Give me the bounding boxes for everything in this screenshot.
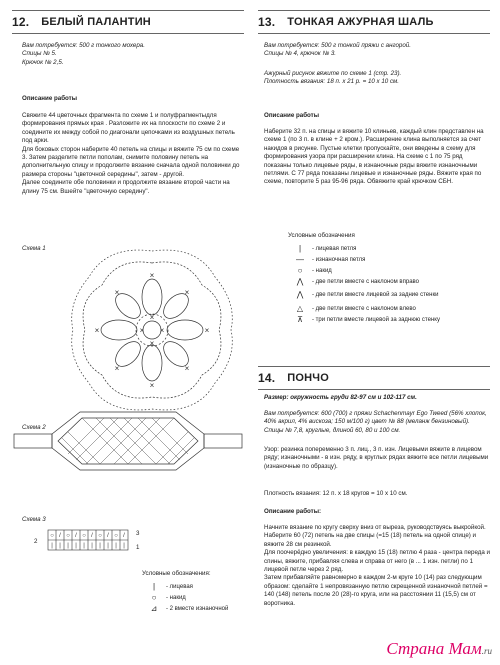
scheme-3-label: Схема 3 [22,516,46,523]
section-12-header [12,10,244,34]
k2tog-left-icon: △ [296,303,304,313]
svg-text:○: ○ [114,533,118,539]
section-number: 13. [258,15,276,29]
svg-text:|: | [75,543,77,549]
svg-text:×: × [184,288,190,297]
svg-text:○: ○ [66,533,70,539]
scheme-3-stitch-chart [44,528,134,554]
density-info: Плотность вязания: 12 п. х 18 кругов = 10 х 10 см. [264,490,408,497]
pattern-info: Узор: резинка попеременно 3 п. лиц., 3 п. изн. Лицевыми вяжите в лицевом ряду; изнаночными - в изн. ряду, в круглых рядах вяжите все петли лицевыми (изнаночные по образцу). [264,446,489,470]
description-title: Описание работы [264,112,319,119]
description-title: Описание работы [22,95,77,102]
legend-item: △ - две петли вместе с наклоном влево [288,303,488,314]
row-label: 2 [34,538,38,545]
scheme-1-label: Схема 1 [22,245,46,252]
svg-text:○: ○ [50,533,54,539]
paragraph: Начните вязание по кругу сверху вниз от выреза, руководствуясь выкройкой. Наберите 60 (72) петель на две спицы (=15 (18) петель на одной спице) и вяжите 28 см резинкой. [264,524,486,548]
legend-item: ⋀ - две петли вместе с наклоном вправо [288,276,488,287]
legend-item: — - изнаночная петля [288,254,488,265]
svg-text:×: × [149,381,155,390]
right-column [258,0,490,665]
svg-text:|: | [67,543,69,549]
svg-text:/: / [107,533,109,539]
section-title: БЕЛЫЙ ПАЛАНТИН [41,16,151,28]
svg-text:/: / [123,533,125,539]
scheme-1-flower-diagram [67,245,237,415]
watermark-brand: Страна Мам [386,639,482,658]
description-text [22,112,244,196]
paragraph: Для боковых сторон наберите 40 петель на спицы и вяжите 75 см по схеме 3. Затем разделите петли пополам, снимите половину петель на дополнительную спицу и продолжите вязание сначала одной половинки до размера стороны "цветочной середины", затем - другой. [22,145,240,178]
svg-text:/: / [91,533,93,539]
purl-two-together-symbol-icon: ⊿ [150,603,158,613]
svg-text:|: | [91,543,93,549]
size-info: Размер: окружность груди 82-97 см и 102-117 см. [264,394,417,401]
svg-text:○: ○ [82,533,86,539]
svg-text:|: | [115,543,117,549]
materials [264,42,490,59]
site-watermark-logo [386,639,492,659]
k3tog-back-loop-icon: ⊼ [297,314,303,324]
svg-text:×: × [149,271,155,280]
section-14-header [258,366,490,390]
svg-text:/: / [59,533,61,539]
svg-text:×: × [139,326,145,335]
section-13-header [258,10,490,34]
pattern-info [264,70,490,87]
materials [22,42,242,67]
paragraph: Далее соедините обе половинки и продолжите вязание второй части на длину 75 см. Вшейте "цветочную середину". [22,179,230,195]
scheme-2-label: Схема 2 [22,424,46,431]
description-text: Наберите 32 п. на спицы и вяжите 10 клиньев, каждый клин представлен на схеме 1 (по 3 п. в клине + 2 кром.). Расширение клина выполняется за счет накидов в рисунке. Пустые клетки пропускайте, они введены в схему для формирования узора при расширении клина. На схеме с 1 по 75 ряд показаны только лицевые ряды, в изнаночные ряды вяжите изнаночными петлями. С 77 ряда показаны лицевые и изнаночные ряды. Вяжите края по схеме, повторите 5 раз 95-96 ряда. Обвяжите край крючком СБН. [264,128,484,186]
svg-text:×: × [149,339,155,348]
yarn-over-symbol-icon: ○ [151,592,157,602]
density-line: Плотность вязания: 18 п. х 21 р. = 10 х 10 см. [264,78,400,86]
row-label: 3 [136,530,140,537]
left-column [12,0,244,665]
svg-text:○: ○ [98,533,102,539]
svg-text:×: × [114,288,120,297]
svg-text:×: × [184,364,190,373]
watermark-domain: .ru [481,646,492,656]
legend-block [288,232,488,325]
knit-symbol-icon: | [152,581,156,591]
materials: Вам потребуется: 600 (700) г пряжи Schachenmayr Ego Tweed (56% хлопок, 40% акрил, 4% вискоза; 150 м/100 г) цвет № 88 (меланж бензиновый). Спицы № 7,8, круглые, длиной 60, 80 и 100 см. [264,410,487,434]
section-title: ТОНКАЯ АЖУРНАЯ ШАЛЬ [287,16,434,28]
description-text [264,524,490,608]
knit-stitch-icon: | [298,243,302,253]
row-label: 1 [136,544,140,551]
svg-text:|: | [59,543,61,549]
svg-text:/: / [75,533,77,539]
materials-line: Вам потребуется: 500 г тонкого мохера. [22,42,145,49]
legend-item: ⊼ - три петли вместе лицевой за заднюю стенку [288,314,488,325]
yarn-over-icon: ○ [297,265,303,275]
materials-line: Спицы № 5. [22,50,57,58]
svg-text:|: | [83,543,85,549]
svg-text:|: | [123,543,125,549]
paragraph: Затем прибавляйте равномерно в каждом 2-м круге 10 (14) раз следующим образом: сделайте 1 непровязанную петлю скрещенной изнаночной петлей = 140 (148) петель после 20 (28)-го круга, или на расстоянии 11 (15,5) см от воротника. [264,574,488,607]
section-number: 14. [258,371,276,385]
svg-text:|: | [107,543,109,549]
legend-item: | - лицевая [142,581,242,592]
k2tog-right-icon: ⋀ [296,276,304,286]
scheme-2-layout-diagram [12,404,244,474]
legend-title: Условные обозначения: [142,570,211,577]
svg-text:|: | [51,543,53,549]
paragraph: Свяжите 44 цветочных фрагмента по схеме 1 и полуфрагментыдля формирования прямых края . Разложите их на плоскости по схеме 2 и соедините их между собой по диагонали цепочками из воздушных петель под арки. [22,112,235,145]
description-title: Описание работы: [264,508,322,515]
pattern-line: Ажурный рисунок вяжите по схеме 1 (стр. 23). [264,70,402,77]
materials-line: Спицы № 4, крючок № 3. [264,50,337,58]
legend-item: ○ - накид [288,265,488,276]
svg-text:×: × [114,364,120,373]
materials-line: Крючок № 2,5. [22,58,64,66]
legend-item: ⊿ - 2 вместе изнаночной [142,603,242,614]
purl-stitch-icon: — [296,254,304,264]
section-number: 12. [12,15,30,29]
svg-text:×: × [204,326,210,335]
legend-item: ⋀ - две петли вместе лицевой за задние стенки [288,287,488,303]
section-title: ПОНЧО [287,372,329,384]
svg-text:×: × [159,326,165,335]
svg-text:×: × [149,313,155,322]
legend-title: Условные обозначения [288,232,355,239]
legend-item: ○ - накид [142,592,242,603]
svg-text:×: × [94,326,100,335]
paragraph: Для поочерёдно увеличения: в каждую 15 (18) петлю 4 раза - центра переда и спины, вяжите, прибавляя слева и справа от него (в ... 1 изн. петли) по 1 лицевой петле через 2 ряд. [264,549,490,574]
scheme-3-legend [142,570,242,614]
svg-text:|: | [99,543,101,549]
k2tog-back-loop-icon: ⋀ [296,290,304,300]
legend-item: | - лицевая петля [288,243,488,254]
materials-line: Вам потребуется: 500 г тонкой пряжи с ангорой. [264,42,411,49]
